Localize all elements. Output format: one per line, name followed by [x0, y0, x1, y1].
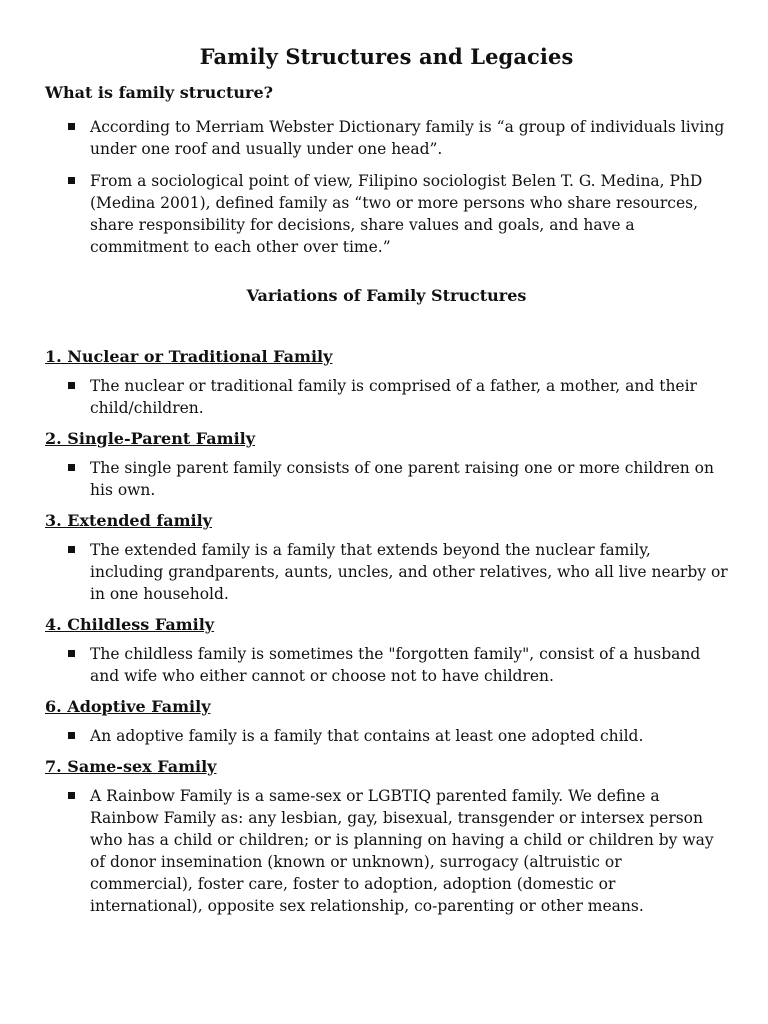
section-list-single-parent — [45, 457, 728, 501]
square-bullet-icon — [68, 650, 75, 657]
list-item — [45, 170, 728, 258]
section-list-same-sex — [45, 785, 728, 917]
document-title: Family Structures and Legacies — [199, 44, 574, 69]
section-list-extended — [45, 539, 728, 605]
list-item — [45, 539, 728, 605]
bullet-text: The childless family is sometimes the "forgotten family", consist of a husband and wife who either cannot or choose not to have children. — [90, 645, 701, 685]
square-bullet-icon — [68, 464, 75, 471]
list-item — [45, 116, 728, 160]
list-item — [45, 643, 728, 687]
bullet-text: A Rainbow Family is a same-sex or LGBTIQ parented family. We define a Rainbow Family as: any lesbian, gay, bisexual, transgender or intersex person who has a child or children; or is planning on having a child or children by way of donor insemination (known or unknown), surrogacy (altruistic or commercial), foster care, foster to adoption, adoption (domestic or international), opposite sex relationship, co-parenting or other means. — [90, 787, 714, 915]
section-heading-childless: 4. Childless Family — [45, 615, 215, 634]
bullet-text: The single parent family consists of one parent raising one or more children on his own. — [90, 459, 714, 499]
section-heading-extended: 3. Extended family — [45, 511, 212, 530]
square-bullet-icon — [68, 792, 75, 799]
question-heading: What is family structure? — [45, 83, 273, 102]
square-bullet-icon — [68, 546, 75, 553]
bullet-text: From a sociological point of view, Filipino sociologist Belen T. G. Medina, PhD (Medina 2001), defined family as “two or more persons who share resources, share responsibility for decisions, share values and goals, and have a commitment to each other over time.” — [90, 172, 703, 256]
square-bullet-icon — [68, 123, 75, 130]
square-bullet-icon — [68, 177, 75, 184]
section-heading-same-sex: 7. Same-sex Family — [45, 757, 217, 776]
intro-list — [45, 116, 728, 258]
list-item — [45, 785, 728, 917]
section-list-nuclear — [45, 375, 728, 419]
section-heading-nuclear: 1. Nuclear or Traditional Family — [45, 347, 333, 366]
section-heading-single-parent: 2. Single-Parent Family — [45, 429, 256, 448]
bullet-text: The nuclear or traditional family is comprised of a father, a mother, and their child/children. — [90, 377, 697, 417]
section-heading-adoptive: 6. Adoptive Family — [45, 697, 211, 716]
variations-heading: Variations of Family Structures — [246, 286, 527, 305]
list-item — [45, 457, 728, 501]
square-bullet-icon — [68, 382, 75, 389]
section-list-adoptive — [45, 725, 728, 747]
bullet-text: According to Merriam Webster Dictionary family is “a group of individuals living under one roof and usually under one head”. — [90, 118, 725, 158]
square-bullet-icon — [68, 732, 75, 739]
list-item — [45, 375, 728, 419]
bullet-text: An adoptive family is a family that contains at least one adopted child. — [90, 727, 644, 745]
section-list-childless — [45, 643, 728, 687]
bullet-text: The extended family is a family that extends beyond the nuclear family, including grandparents, aunts, uncles, and other relatives, who all live nearby or in one household. — [90, 541, 728, 603]
list-item — [45, 725, 728, 747]
